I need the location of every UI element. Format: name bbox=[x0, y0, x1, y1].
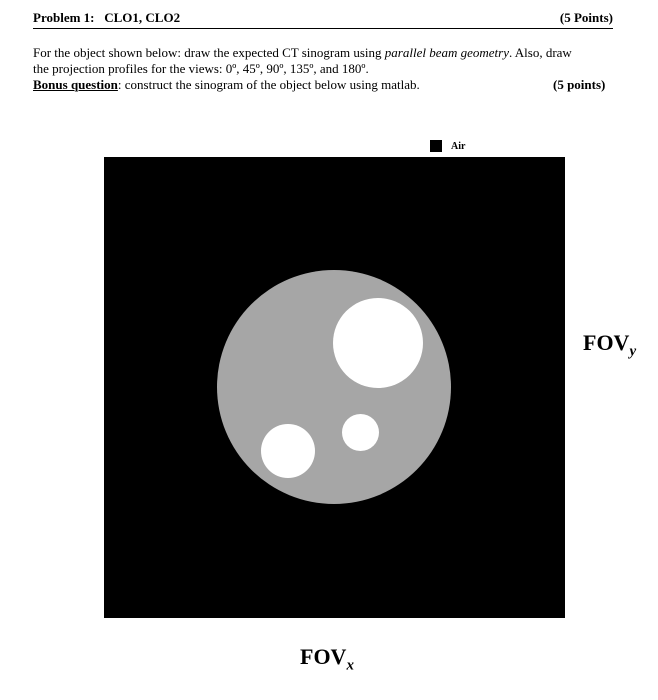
legend-air bbox=[430, 140, 465, 152]
bonus-label: Bonus question bbox=[33, 77, 118, 92]
problem-header bbox=[33, 10, 613, 29]
problem-number: Problem 1: bbox=[33, 10, 95, 25]
fov-y-sub: y bbox=[629, 343, 637, 360]
instruction-italic: parallel beam geometry bbox=[384, 45, 509, 60]
instruction-text-b: . Also, draw bbox=[508, 45, 572, 60]
bonus-text: : construct the sinogram of the object below using matlab. bbox=[117, 77, 420, 92]
fov-x-main: FOV bbox=[300, 644, 347, 669]
bone-medium bbox=[261, 424, 315, 478]
bonus-line bbox=[33, 77, 633, 93]
bonus-points: (5 points) bbox=[553, 77, 606, 92]
muscle-disk bbox=[217, 270, 451, 504]
phantom-image bbox=[104, 157, 565, 618]
instruction-line-1 bbox=[33, 45, 633, 61]
problem-title bbox=[33, 10, 180, 26]
fov-x-sub: x bbox=[346, 657, 354, 674]
fov-x-label bbox=[300, 644, 354, 674]
legend-swatch-air bbox=[430, 140, 442, 152]
legend-label-air: Air bbox=[451, 140, 466, 152]
clo-label: CLO1, CLO2 bbox=[104, 10, 181, 25]
instruction-text-a: For the object shown below: draw the expected CT sinogram using bbox=[33, 45, 385, 60]
fov-y-main: FOV bbox=[583, 330, 630, 355]
bone-large bbox=[333, 298, 423, 388]
points-label: (5 Points) bbox=[559, 10, 613, 25]
instruction-line-2: the projection profiles for the views: 0º, 45º, 90º, 135º, and 180º. bbox=[33, 61, 369, 76]
fov-y-label bbox=[583, 330, 636, 360]
bone-small bbox=[342, 414, 379, 451]
instructions bbox=[33, 45, 633, 93]
